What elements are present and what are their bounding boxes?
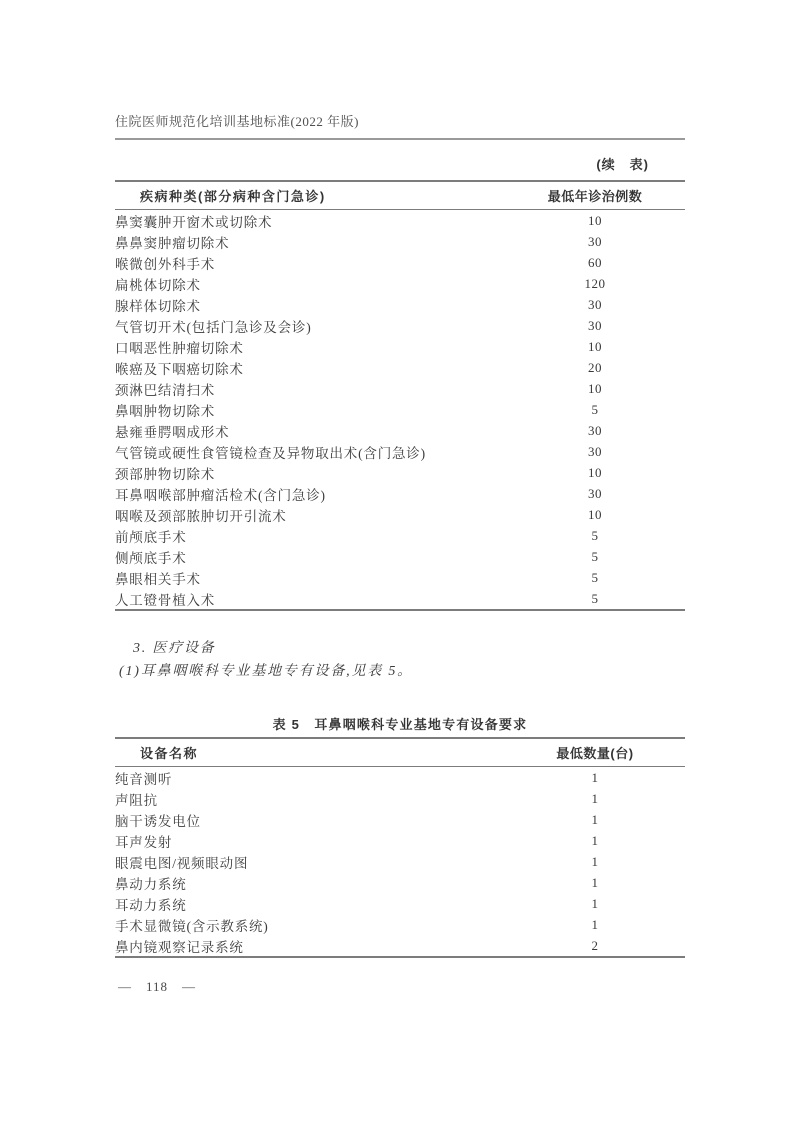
equipment-count-cell: 1	[591, 853, 599, 869]
disease-name-cell: 颈部肿物切除术	[115, 466, 216, 482]
table-row	[115, 378, 685, 399]
equipment-count-cell: 1	[591, 790, 599, 806]
table-row	[115, 315, 685, 336]
equipment-count-cell: 2	[591, 937, 599, 953]
disease-count-cell: 5	[591, 527, 599, 543]
equipment-table-header-row	[115, 739, 685, 767]
table-row	[115, 210, 685, 231]
disease-count-cell: 30	[588, 422, 602, 438]
disease-count-cell: 10	[588, 212, 602, 228]
disease-name-cell: 耳鼻咽喉部肿瘤活检术(含门急诊)	[115, 487, 326, 503]
equipment-count-cell: 1	[591, 769, 599, 785]
table-row	[115, 504, 685, 525]
equipment-count-cell: 1	[591, 832, 599, 848]
disease-count-cell: 5	[591, 548, 599, 564]
equipment-name-cell: 纯音测听	[115, 771, 173, 787]
table-row	[115, 336, 685, 357]
table-row	[115, 893, 685, 914]
table-row	[115, 441, 685, 462]
equipment-name-cell: 耳声发射	[115, 834, 173, 850]
equipment-name-cell: 声阻抗	[115, 792, 158, 808]
table-row	[115, 294, 685, 315]
disease-count-cell: 30	[588, 233, 602, 249]
table-row	[115, 588, 685, 609]
disease-name-cell: 人工镫骨植入术	[115, 592, 216, 608]
page-number: — 118 —	[118, 979, 197, 994]
disease-table-header-min-cases: 最低年诊治例数	[547, 189, 643, 204]
continued-table-label: (续 表)	[596, 157, 649, 172]
table-row	[115, 830, 685, 851]
table-row	[115, 851, 685, 872]
disease-name-cell: 咽喉及颈部脓肿切开引流术	[115, 508, 287, 524]
disease-name-cell: 颈淋巴结清扫术	[115, 382, 216, 398]
disease-count-cell: 10	[588, 380, 602, 396]
disease-count-cell: 10	[588, 506, 602, 522]
equipment-name-cell: 脑干诱发电位	[115, 813, 201, 829]
equipment-count-cell: 1	[591, 916, 599, 932]
running-header	[115, 112, 685, 140]
equipment-count-cell: 1	[591, 811, 599, 827]
table-row	[115, 483, 685, 504]
disease-table	[115, 180, 685, 611]
running-header-text: 住院医师规范化培训基地标准(2022 年版)	[115, 114, 359, 129]
equipment-name-cell: 鼻动力系统	[115, 876, 187, 892]
disease-count-cell: 30	[588, 296, 602, 312]
table-row	[115, 546, 685, 567]
disease-count-cell: 20	[588, 359, 602, 375]
equipment-count-cell: 1	[591, 874, 599, 890]
table-row	[115, 231, 685, 252]
disease-count-cell: 10	[588, 464, 602, 480]
table-row	[115, 914, 685, 935]
disease-name-cell: 前颅底手术	[115, 529, 187, 545]
disease-count-cell: 30	[588, 317, 602, 333]
disease-name-cell: 气管镜或硬性食管镜检查及异物取出术(含门急诊)	[115, 445, 426, 461]
table-row	[115, 462, 685, 483]
disease-count-cell: 10	[588, 338, 602, 354]
equipment-table-header-name: 设备名称	[140, 746, 199, 761]
disease-table-header-category: 疾病种类(部分病种含门急诊)	[140, 189, 326, 204]
disease-count-cell: 30	[588, 485, 602, 501]
equipment-name-cell: 耳动力系统	[115, 897, 187, 913]
disease-name-cell: 气管切开术(包括门急诊及会诊)	[115, 319, 312, 335]
table-row	[115, 420, 685, 441]
disease-name-cell: 悬雍垂腭咽成形术	[115, 424, 230, 440]
section-medical-equipment	[115, 637, 685, 683]
table-row	[115, 767, 685, 788]
equipment-table-caption: 表 5 耳鼻咽喉科专业基地专有设备要求	[272, 717, 528, 732]
disease-name-cell: 鼻咽肿物切除术	[115, 403, 216, 419]
equipment-table	[115, 737, 685, 958]
disease-table-header-row	[115, 182, 685, 210]
equipment-name-cell: 鼻内镜观察记录系统	[115, 939, 244, 955]
disease-table-body	[115, 210, 685, 609]
disease-count-cell: 60	[588, 254, 602, 270]
equipment-name-cell: 手术显微镜(含示教系统)	[115, 918, 269, 934]
equipment-name-cell: 眼震电图/视频眼动图	[115, 855, 249, 871]
table-row	[115, 273, 685, 294]
disease-count-cell: 5	[591, 590, 599, 606]
disease-count-cell: 120	[584, 275, 606, 291]
table-row	[115, 872, 685, 893]
section-paragraph: (1)耳鼻咽喉科专业基地专有设备,见表 5。	[119, 664, 413, 679]
table-row	[115, 525, 685, 546]
disease-name-cell: 扁桃体切除术	[115, 277, 201, 293]
disease-name-cell: 口咽恶性肿瘤切除术	[115, 340, 244, 356]
table-row	[115, 809, 685, 830]
disease-name-cell: 鼻鼻窦肿瘤切除术	[115, 235, 230, 251]
equipment-table-header-min-qty: 最低数量(台)	[556, 746, 634, 761]
equipment-table-body	[115, 767, 685, 956]
disease-count-cell: 5	[591, 401, 599, 417]
table-row	[115, 252, 685, 273]
disease-name-cell: 腺样体切除术	[115, 298, 201, 314]
disease-count-cell: 30	[588, 443, 602, 459]
section-heading: 3. 医疗设备	[133, 641, 216, 656]
equipment-count-cell: 1	[591, 895, 599, 911]
disease-name-cell: 鼻眼相关手术	[115, 571, 201, 587]
disease-name-cell: 喉微创外科手术	[115, 256, 216, 272]
table-row	[115, 935, 685, 956]
disease-count-cell: 5	[591, 569, 599, 585]
table-row	[115, 788, 685, 809]
disease-name-cell: 鼻窦囊肿开窗术或切除术	[115, 214, 273, 230]
disease-name-cell: 侧颅底手术	[115, 550, 187, 566]
table-row	[115, 399, 685, 420]
table-row	[115, 357, 685, 378]
table-row	[115, 567, 685, 588]
disease-name-cell: 喉癌及下咽癌切除术	[115, 361, 244, 377]
